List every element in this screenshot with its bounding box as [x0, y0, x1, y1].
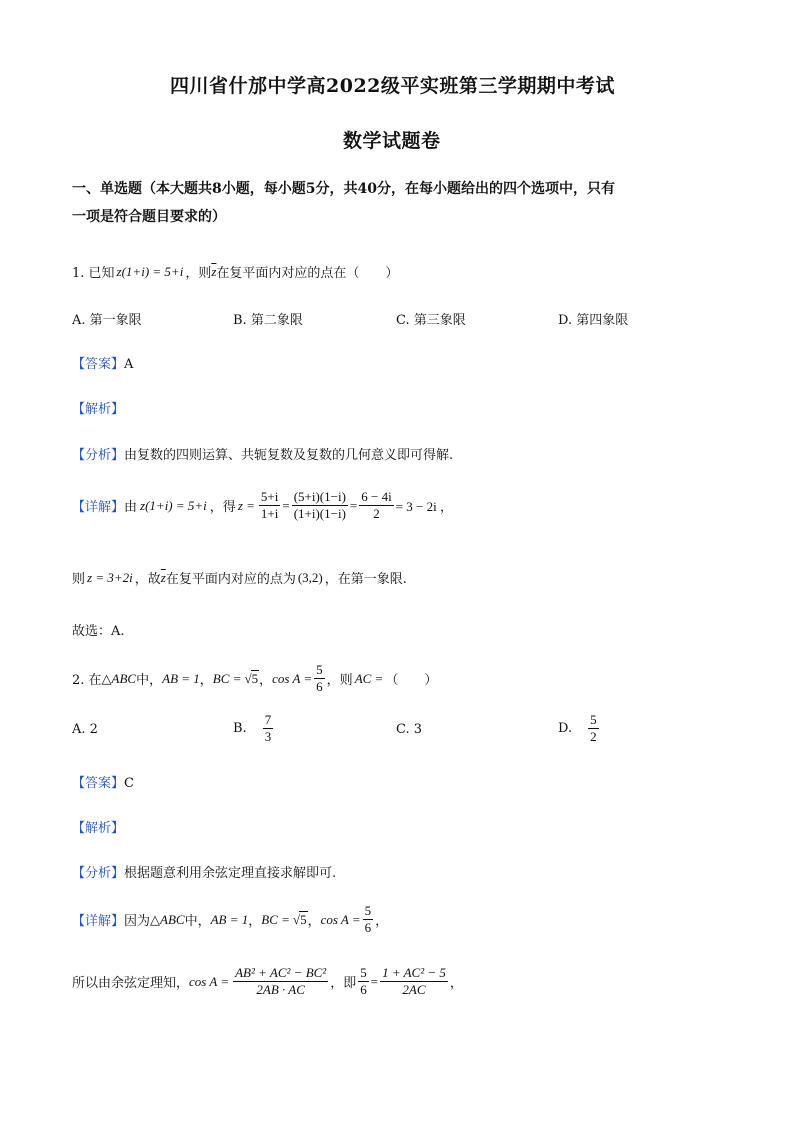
fraction-den: 3: [264, 729, 272, 744]
fraction-num: 1 + AC² − 5: [382, 965, 446, 980]
fraction-num: 5+i: [260, 489, 279, 504]
q2-expr: cos A =: [272, 670, 313, 686]
q2-option-d: [558, 712, 601, 745]
fraction-num: AB² + AC² − BC²: [235, 965, 327, 980]
section-heading-line1: 一、单选题（本大题共8小题，每小题5分，共40分，在每小题给出的四个选项中，只有: [72, 181, 615, 197]
detail-expr: =: [370, 973, 379, 989]
detail-text: 由: [124, 500, 138, 515]
q2-expr: AB = 1: [162, 670, 200, 686]
q2-jiexi-label: 【解析】: [72, 821, 125, 836]
detail-text: 在复平面内对应的点为: [165, 572, 296, 587]
fraction-num: 7: [264, 712, 272, 727]
detail-text: 中，: [184, 914, 211, 929]
q2-option-b: [233, 712, 275, 745]
option-label: D.: [558, 721, 573, 736]
fraction: [292, 489, 348, 522]
q1-option-a: A. 第一象限: [72, 313, 142, 328]
fraction-num: 5: [360, 965, 367, 980]
fraction-den: 2AC: [402, 982, 426, 997]
q1-option-d: D. 第四象限: [558, 313, 629, 328]
detail-text: ，: [248, 914, 262, 929]
q2-detail-line: [72, 903, 388, 936]
fraction-den: 1+i: [260, 506, 279, 521]
fraction: [359, 489, 393, 522]
page-title: 四川省什邡中学高2022级平实班第三学期期中考试: [170, 75, 615, 97]
q2-expr: AC =: [354, 670, 384, 686]
detail-text: 因为: [124, 914, 151, 929]
detail-expr: z = 3+2i: [87, 569, 133, 585]
detail-expr: z =: [237, 497, 255, 513]
q2-detail-line-2: [72, 965, 463, 998]
detail-label: 【详解】: [72, 500, 125, 515]
answer-label: 【答案】: [72, 776, 125, 791]
fraction-den: 6: [360, 982, 367, 997]
q1-zbar: $\overline{z}$: [211, 263, 217, 279]
detail-expr: AB = 1: [210, 911, 249, 927]
q1-detail-line: 【详解】 由 z(1+i) = 5+i ，得 z = $\frac{5+i}{1+i}$ = $\frac{(5+i)(1-i)}{(1+i)(1-i)}$ = $\frac{6 - 4i}{2}$ = 3 − 2i ，: [72, 489, 453, 521]
analysis-text: 由复数的四则运算、共轭复数及复数的几何意义即可得解.: [124, 448, 454, 463]
q2-text: ，: [199, 673, 213, 688]
detail-text: 则: [72, 572, 86, 587]
detail-expr: cos A =: [189, 973, 230, 989]
fraction-den: 6: [364, 920, 372, 935]
fraction: [363, 903, 374, 936]
detail-text: ，故: [134, 572, 161, 587]
question-2: [72, 662, 437, 695]
q1-option-c: C. 第三象限: [396, 313, 466, 328]
q1-text-2: 在复平面内对应的点在（ ）: [216, 266, 399, 281]
question-1: [72, 262, 398, 281]
detail-expr: = 3 − 2i ，: [395, 499, 453, 514]
q2-analysis: [72, 862, 336, 881]
fraction-num: 6 − 4i: [361, 489, 392, 504]
answer-label: 【答案】: [72, 357, 125, 372]
fraction-num: 5: [316, 662, 323, 677]
q2-text: 中，: [136, 673, 163, 688]
fraction-den: (1+i)(1−i): [293, 506, 346, 521]
fraction-den: 2AB · AC: [256, 982, 305, 997]
analysis-label: 【分析】: [72, 448, 125, 463]
q2-expr: △ABC: [101, 670, 137, 686]
fraction-num: 5: [590, 712, 597, 727]
analysis-label: 【分析】: [72, 866, 125, 881]
detail-label: 【详解】: [72, 914, 125, 929]
fraction-den: 6: [316, 679, 323, 694]
q2-answer: [72, 772, 134, 791]
detail-expr: BC =: [261, 911, 290, 927]
q1-expression: z(1+i) = 5+i: [116, 263, 184, 279]
answer-value: A: [124, 357, 134, 372]
fraction: [233, 965, 328, 998]
q1-number: 1. 已知: [72, 266, 115, 281]
fraction: [263, 712, 274, 745]
sqrt-value: 5: [300, 912, 307, 927]
fraction: [358, 965, 369, 998]
detail-text: ，: [307, 914, 321, 929]
fraction-den: 2: [590, 729, 597, 744]
fraction-num: (5+i)(1−i): [293, 489, 346, 504]
fraction: [588, 712, 599, 745]
q2-text: （ ）: [385, 673, 438, 688]
q2-text: ，则: [326, 673, 353, 688]
q2-expr: BC =: [212, 670, 242, 686]
q1-answer: [72, 353, 133, 372]
q1-zbar: $\overline{z}$: [160, 569, 166, 585]
q1-analysis: [72, 444, 453, 463]
detail-expr: △ABC: [150, 911, 185, 927]
sqrt-value: 5: [251, 671, 259, 686]
detail-expr: z(1+i) = 5+i: [140, 497, 207, 513]
section-heading-line2: 一项是符合题目要求的）: [72, 209, 226, 225]
q1-detail-line-2: [72, 568, 407, 587]
detail-expr: (3,2): [297, 569, 323, 585]
sqrt-icon: √: [244, 670, 252, 686]
detail-text: ，即: [330, 976, 357, 991]
detail-text: ，: [449, 976, 463, 991]
q1-choose: 故选：A.: [72, 624, 125, 639]
detail-text: ，: [375, 914, 389, 929]
detail-text: ，在第一象限.: [324, 572, 407, 587]
fraction: [314, 662, 325, 695]
analysis-text: 根据题意利用余弦定理直接求解即可.: [124, 866, 337, 881]
q2-option-a: A. 2: [72, 722, 98, 737]
q1-jiexi-label: 【解析】: [72, 402, 125, 417]
q2-text: ，: [259, 673, 273, 688]
fraction-num: 5: [364, 903, 372, 918]
sqrt-icon: √: [292, 911, 301, 927]
q1-option-b: B. 第二象限: [233, 313, 303, 328]
q1-text: ，则: [185, 266, 212, 281]
detail-text: 所以由余弦定理知，: [72, 976, 190, 991]
option-label: B.: [233, 721, 247, 736]
q2-option-c: C. 3: [396, 722, 423, 737]
fraction: [380, 965, 448, 998]
detail-text: ，得: [209, 500, 236, 515]
page-subtitle: 数学试题卷: [343, 130, 441, 152]
q2-number: 2. 在: [72, 673, 102, 688]
fraction: [259, 489, 280, 522]
fraction-den: 2: [373, 506, 380, 521]
detail-expr: cos A =: [320, 911, 361, 927]
answer-value: C: [124, 776, 134, 791]
